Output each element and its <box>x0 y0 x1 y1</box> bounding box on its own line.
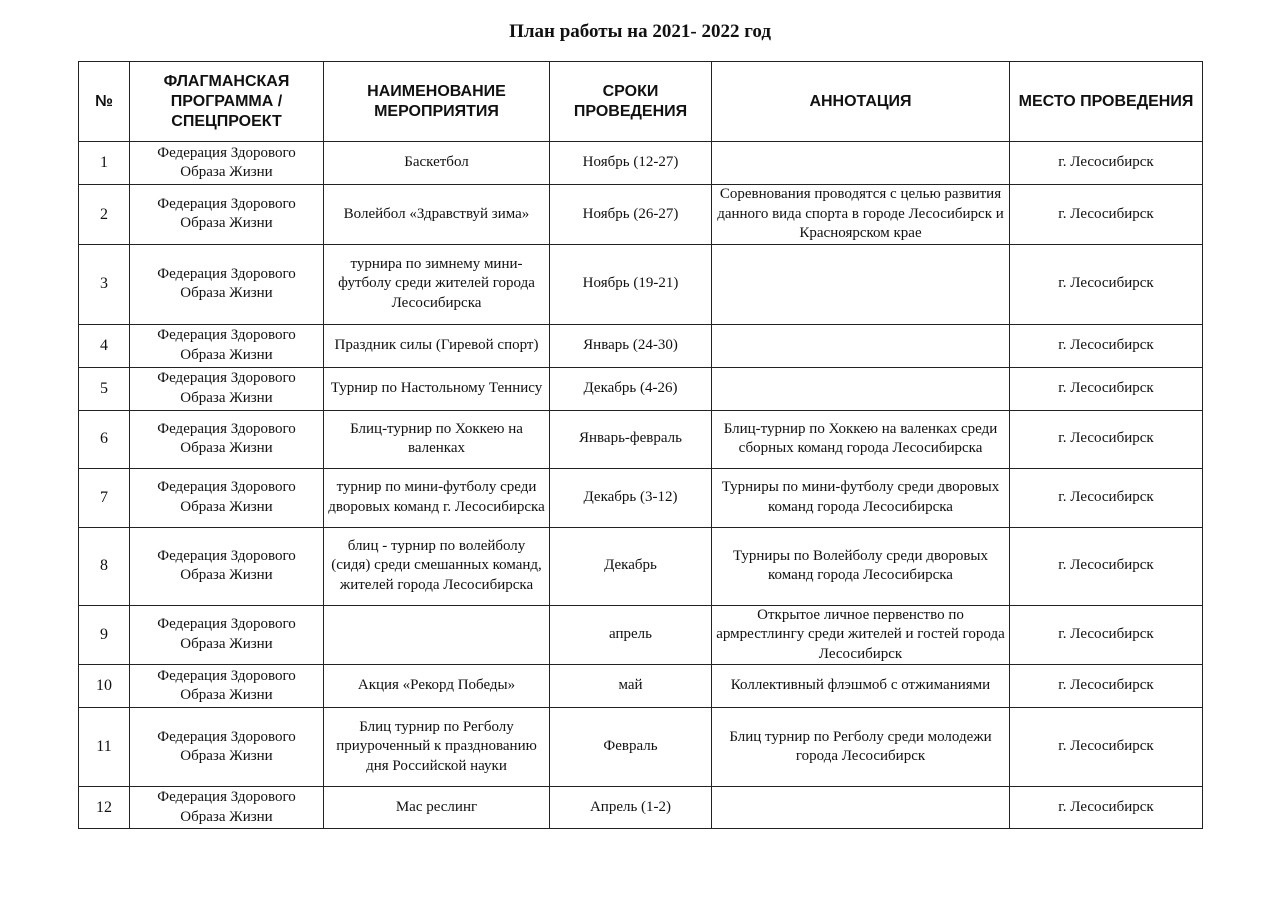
cell-place: г. Лесосибирск <box>1010 324 1203 367</box>
cell-event: турнира по зимнему мини-футболу среди жителей города Лесосибирска <box>324 244 550 324</box>
table-row <box>79 244 1203 324</box>
cell-annotation: Открытое личное первенство по армрестлингу среди жителей и гостей города Лесосибирск <box>712 605 1010 665</box>
cell-num: 1 <box>79 142 130 185</box>
cell-program: Федерация Здорового Образа Жизни <box>130 185 324 245</box>
cell-place: г. Лесосибирск <box>1010 468 1203 527</box>
cell-dates: Декабрь (4-26) <box>550 367 712 410</box>
cell-annotation: Блиц-турнир по Хоккею на валенках среди сборных команд города Лесосибирска <box>712 410 1010 468</box>
cell-num: 5 <box>79 367 130 410</box>
cell-annotation: Блиц турнир по Регболу среди молодежи города Лесосибирск <box>712 708 1010 787</box>
table-row <box>79 665 1203 708</box>
header-annotation: АННОТАЦИЯ <box>712 62 1010 142</box>
cell-dates: Ноябрь (26-27) <box>550 185 712 245</box>
cell-program: Федерация Здорового Образа Жизни <box>130 244 324 324</box>
header-num: № <box>79 62 130 142</box>
cell-program: Федерация Здорового Образа Жизни <box>130 527 324 605</box>
cell-program: Федерация Здорового Образа Жизни <box>130 665 324 708</box>
cell-place: г. Лесосибирск <box>1010 142 1203 185</box>
table-row <box>79 605 1203 665</box>
table-row <box>79 324 1203 367</box>
table-row <box>79 410 1203 468</box>
cell-num: 12 <box>79 787 130 829</box>
cell-event: турнир по мини-футболу среди дворовых команд г. Лесосибирска <box>324 468 550 527</box>
cell-annotation <box>712 142 1010 185</box>
cell-num: 7 <box>79 468 130 527</box>
table-row <box>79 468 1203 527</box>
cell-place: г. Лесосибирск <box>1010 244 1203 324</box>
cell-program: Федерация Здорового Образа Жизни <box>130 468 324 527</box>
cell-place: г. Лесосибирск <box>1010 410 1203 468</box>
header-program: ФЛАГМАНСКАЯ ПРОГРАММА / СПЕЦПРОЕКТ <box>130 62 324 142</box>
cell-dates: Ноябрь (19-21) <box>550 244 712 324</box>
cell-dates: Январь (24-30) <box>550 324 712 367</box>
cell-place: г. Лесосибирск <box>1010 527 1203 605</box>
cell-event: Праздник силы (Гиревой спорт) <box>324 324 550 367</box>
cell-dates: Февраль <box>550 708 712 787</box>
cell-annotation: Турниры по мини-футболу среди дворовых команд города Лесосибирска <box>712 468 1010 527</box>
cell-num: 8 <box>79 527 130 605</box>
cell-dates: Декабрь <box>550 527 712 605</box>
table-row <box>79 527 1203 605</box>
cell-event: Блиц турнир по Регболу приуроченный к празднованию дня Российской науки <box>324 708 550 787</box>
cell-annotation <box>712 324 1010 367</box>
cell-annotation <box>712 367 1010 410</box>
work-plan-table <box>78 61 1203 829</box>
cell-event: Блиц-турнир по Хоккею на валенках <box>324 410 550 468</box>
header-place: МЕСТО ПРОВЕДЕНИЯ <box>1010 62 1203 142</box>
cell-program: Федерация Здорового Образа Жизни <box>130 605 324 665</box>
page-title: План работы на 2021- 2022 год <box>509 21 771 42</box>
cell-program: Федерация Здорового Образа Жизни <box>130 787 324 829</box>
cell-dates: Ноябрь (12-27) <box>550 142 712 185</box>
table-row <box>79 708 1203 787</box>
table-row <box>79 185 1203 245</box>
cell-num: 10 <box>79 665 130 708</box>
header-dates: СРОКИ ПРОВЕДЕНИЯ <box>550 62 712 142</box>
cell-event: блиц - турнир по волейболу (сидя) среди смешанных команд, жителей города Лесосибирска <box>324 527 550 605</box>
cell-annotation: Коллективный флэшмоб с отжиманиями <box>712 665 1010 708</box>
cell-annotation: Соревнования проводятся с целью развития данного вида спорта в городе Лесосибирск и Красноярском крае <box>712 185 1010 245</box>
cell-program: Федерация Здорового Образа Жизни <box>130 324 324 367</box>
cell-num: 4 <box>79 324 130 367</box>
cell-annotation <box>712 244 1010 324</box>
cell-dates: апрель <box>550 605 712 665</box>
cell-dates: май <box>550 665 712 708</box>
cell-place: г. Лесосибирск <box>1010 787 1203 829</box>
cell-num: 11 <box>79 708 130 787</box>
cell-event: Турнир по Настольному Теннису <box>324 367 550 410</box>
cell-dates: Апрель (1-2) <box>550 787 712 829</box>
table-header-row <box>79 62 1203 142</box>
cell-place: г. Лесосибирск <box>1010 665 1203 708</box>
cell-event: Баскетбол <box>324 142 550 185</box>
cell-dates: Январь-февраль <box>550 410 712 468</box>
table-row <box>79 142 1203 185</box>
cell-place: г. Лесосибирск <box>1010 605 1203 665</box>
cell-place: г. Лесосибирск <box>1010 708 1203 787</box>
cell-program: Федерация Здорового Образа Жизни <box>130 142 324 185</box>
header-event: НАИМЕНОВАНИЕ МЕРОПРИЯТИЯ <box>324 62 550 142</box>
cell-num: 3 <box>79 244 130 324</box>
cell-dates: Декабрь (3-12) <box>550 468 712 527</box>
cell-event <box>324 605 550 665</box>
cell-place: г. Лесосибирск <box>1010 185 1203 245</box>
cell-program: Федерация Здорового Образа Жизни <box>130 367 324 410</box>
cell-num: 6 <box>79 410 130 468</box>
cell-num: 2 <box>79 185 130 245</box>
cell-annotation <box>712 787 1010 829</box>
cell-event: Волейбол «Здравствуй зима» <box>324 185 550 245</box>
cell-event: Акция «Рекорд Победы» <box>324 665 550 708</box>
cell-annotation: Турниры по Волейболу среди дворовых команд города Лесосибирска <box>712 527 1010 605</box>
cell-program: Федерация Здорового Образа Жизни <box>130 410 324 468</box>
cell-place: г. Лесосибирск <box>1010 367 1203 410</box>
cell-num: 9 <box>79 605 130 665</box>
cell-program: Федерация Здорового Образа Жизни <box>130 708 324 787</box>
table-row <box>79 367 1203 410</box>
cell-event: Мас реслинг <box>324 787 550 829</box>
table-row <box>79 787 1203 829</box>
